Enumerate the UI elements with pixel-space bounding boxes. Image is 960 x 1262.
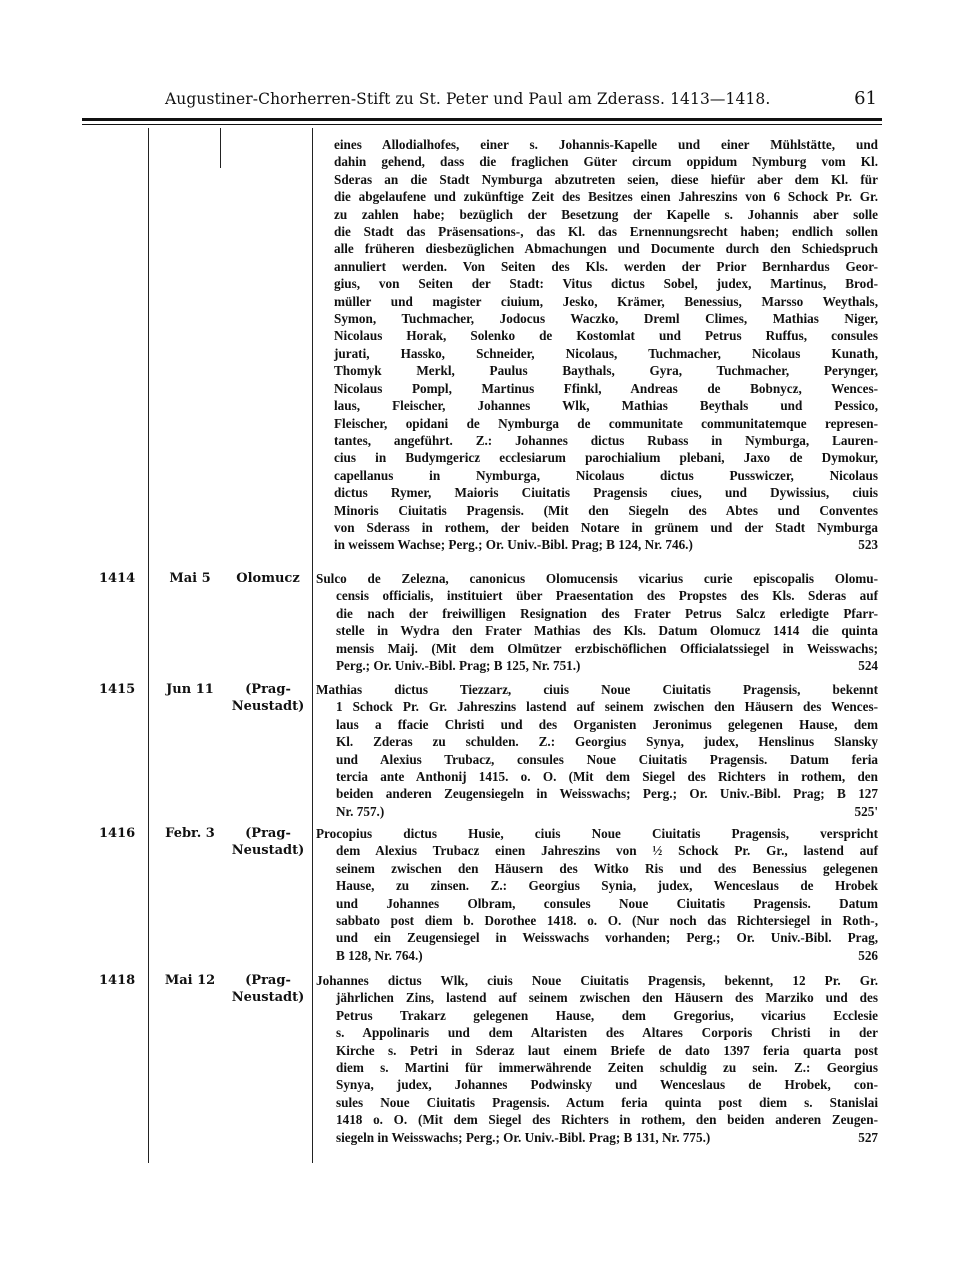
text-line: und Johannes Olbram, consules Noue Ciuitatis Pragensis. Datum: [336, 895, 878, 911]
text-line: s. Appolinaris und dem Altaristen des Altares Corporis Christi in der: [336, 1025, 878, 1041]
text-line: Petrus Trakarz gelegenen Hause, dem Gregorius, vicarius Ecclesie: [336, 1007, 878, 1023]
header-rule-thick: [82, 118, 882, 121]
text-line: Sulco de Zelezna, canonicus Olomucensis vicarius curie episcopalis Olomu-: [316, 571, 878, 586]
column-divider-place: [220, 128, 221, 168]
register-entry: [316, 681, 878, 820]
text-line: 1 Schock Pr. Gr. Jahreszins lastend auf seinem zwischen den Häusern des Wences-: [336, 699, 878, 715]
text-line: [316, 657, 878, 674]
text-line: tantes, angeführt. Z.: Johannes dictus Rubass in Nymburga, Lauren-: [334, 432, 878, 448]
entry-date: Febr. 3: [165, 826, 215, 841]
column-divider-date: [148, 128, 149, 1163]
text-line: zu zahlen habe; bezüglich der Besetzung der Kapelle s. Johannis aber solle: [334, 206, 878, 222]
text-line: die nach der freiwilligen Resignation des Frater Petrus Salcz erledigte Pfarr-: [336, 605, 878, 621]
text-line: und ein Zeugensiegel in Weisswachs vorhanden; Perg.; Or. Univ.-Bibl. Prag,: [336, 930, 878, 946]
text-line-content: Perg.; Or. Univ.-Bibl. Prag; B 125, Nr. 751.): [336, 658, 581, 674]
entry-place: [226, 570, 310, 587]
text-line-content: B 128, Nr. 764.): [336, 947, 423, 963]
text-line: beiden anderen Zeugensiegeln in Weisswachs; Perg.; Or. Univ.-Bibl. Prag; B 127: [336, 786, 878, 802]
page-header: [165, 90, 885, 112]
text-line: die abgelaufene und zukünftige Zeit des Besitzes einen Jahreszins von 6 Schock Pr. Gr.: [334, 189, 878, 205]
text-line: jurati, Hassko, Schneider, Nicolaus, Tuchmacher, Nicolaus Kunath,: [334, 345, 878, 361]
text-line: 1418 o. O. (Mit dem Siegel des Richters in rothem, den beiden anderen Zeugen-: [336, 1112, 878, 1128]
entry-place: [226, 972, 310, 1006]
text-line: censis officialis, instituiert über Praesentation des Propstes des Kls. Sderas auf: [336, 588, 878, 604]
text-line: die Stadt das Präsensations-, das Kl. das Ernennungsrecht haben; endlich sollen: [334, 224, 878, 240]
page-number: 61: [854, 88, 877, 109]
entry-date: Mai 12: [164, 973, 216, 988]
place-line: (Prag-: [245, 682, 291, 697]
entry-number: 524: [858, 658, 878, 674]
text-line-content: siegeln in Weisswachs; Perg.; Or. Univ.-Bibl. Prag; B 131, Nr. 775.): [336, 1129, 711, 1145]
text-line: tercia ante Anthonij 1415. o. O. (Mit dem Siegel des Richters in rothem, den: [336, 769, 878, 785]
entry-year: 1416: [99, 826, 136, 841]
text-line: Nicolaus Pompl, Martinus Ffinkl, Andreas de Bobnycz, Wences-: [334, 380, 878, 396]
entry-place: [226, 825, 310, 859]
text-line: cius in Budymgericz ecclesiarum parochialium plebani, Jaxo de Dymokur,: [334, 450, 878, 466]
text-line: von Sderass in rothem, der beiden Notare in grünem und der Stadt Nymburga: [334, 519, 878, 535]
place-line: (Prag-: [245, 973, 291, 988]
text-line: Synya, judex, Johannes Podwinsky und Wenceslaus de Hrobek, con-: [336, 1077, 878, 1093]
entry-number: 523: [858, 537, 878, 553]
text-line: dahin gehend, dass die fraglichen Güter circum oppidum Nymburg vom Kl.: [334, 154, 878, 170]
text-line: Procopius dictus Husie, ciuis Noue Ciuitatis Pragensis, verspricht: [316, 826, 878, 841]
text-line: Nicolaus Horak, Solenko de Kostomlat und Petrus Ruffus, consules: [334, 328, 878, 344]
place-line: Neustadt): [231, 699, 305, 714]
running-title: Augustiner-Chorherren-Stift zu St. Peter und Paul am Zderass. 1413—1418.: [165, 90, 771, 108]
text-line: mensis Maij. (Mit dem Olmützer erzbischöflichen Officialatssiegel in Weisswachs;: [336, 640, 878, 656]
text-line: eines Allodialhofes, einer s. Johannis-Kapelle und einer Mühlstätte, und: [334, 137, 878, 152]
place-line: (Prag-: [245, 826, 291, 841]
place-line: Olomucz: [236, 571, 300, 586]
entry-number: 526: [858, 947, 878, 963]
entry-date: Mai 5: [169, 571, 211, 586]
entry-date: Jun 11: [166, 682, 214, 697]
entry-year: 1418: [99, 973, 136, 988]
text-line: diem s. Martini für immerwährende Zeiten schuldig zu sein. Z.: Georgius: [336, 1060, 878, 1076]
text-line: [316, 947, 878, 964]
text-line: [316, 1129, 878, 1146]
place-line: Neustadt): [231, 843, 305, 858]
text-line: [334, 536, 878, 553]
text-line: Johannes dictus Wlk, ciuis Noue Ciuitatis Pragensis, bekennt, 12 Pr. Gr.: [316, 973, 878, 988]
column-divider-text: [312, 128, 313, 1163]
text-line: Thomyk Merkl, Paulus Baythals, Gyra, Tuchmacher, Perynger,: [334, 363, 878, 379]
text-line: jährlichen Zins, lastend auf seinem zwischen den Häusern des Marziko und des: [336, 990, 878, 1006]
text-line: [316, 803, 878, 820]
text-line: Sderas an die Stadt Nymburga abzutreten seien, diese hiefür aber dem Kl. für: [334, 171, 878, 187]
text-line: Symon, Tuchmacher, Jodocus Waczko, Dreml Climes, Mathias Niger,: [334, 311, 878, 327]
entry-place: [226, 681, 310, 715]
text-line: Mathias dictus Tiezzarz, ciuis Noue Ciuitatis Pragensis, bekennt: [316, 682, 878, 697]
register-entry: [316, 570, 878, 674]
entry-number: 527: [858, 1129, 878, 1145]
text-line: müller und magister ciuium, Jesko, Krämer, Benessius, Marsso Weythals,: [334, 293, 878, 309]
continuation-entry: [334, 136, 878, 554]
text-line: seinem zwischen den Häusern des Witko Ris und des Benessius gelegenen: [336, 860, 878, 876]
text-line: stelle in Wydra den Frater Mathias des Kls. Datum Olomucz 1414 die quinta: [336, 623, 878, 639]
text-line: Kirche s. Petri in Sderaz laut einem Briefe de dato 1397 feria quarta post: [336, 1042, 878, 1058]
text-line: dem Alexius Trubacz einen Jahreszins von ½ Schock Pr. Gr., lastend auf: [336, 843, 878, 859]
text-line-content: Nr. 757.): [336, 803, 385, 819]
text-line: sules Noue Ciuitatis Pragensis. Actum feria quinta post diem s. Stanislai: [336, 1094, 878, 1110]
text-line-content: in weissem Wachse; Perg.; Or. Univ.-Bibl. Prag; B 124, Nr. 746.): [334, 537, 693, 553]
entry-number: 525': [854, 803, 878, 819]
header-rule-thin: [82, 124, 882, 125]
text-line: und Alexius Trubacz, consules Noue Ciuitatis Pragensis. Datum feria: [336, 751, 878, 767]
text-line: gius, von Seiten der Stadt: Vitus dictus Sobel, judex, Martinus, Brod-: [334, 276, 878, 292]
text-line: capellanus in Nymburga, Nicolaus dictus Pusswiczer, Nicolaus: [334, 467, 878, 483]
place-line: Neustadt): [231, 990, 305, 1005]
text-line: Hause, zu zinsen. Z.: Georgius Synia, judex, Wenceslaus de Hrobek: [336, 878, 878, 894]
register-entry: [316, 825, 878, 964]
entry-year: 1415: [99, 682, 136, 697]
text-line: dictus Rymer, Maioris Ciuitatis Pragensis ciues, und Dywissius, ciuis: [334, 485, 878, 501]
text-line: Fleischer, opidani de Nymburga de communitate communitatemque represen-: [334, 415, 878, 431]
text-line: alle früheren diesbezüglichen Abmachungen und Documente durch den Schiedspruch: [334, 241, 878, 257]
text-line: Kl. Zderas zu schulden. Z.: Georgius Synya, judex, Henslinus Slansky: [336, 734, 878, 750]
text-line: laus a ffacie Christi und des Organisten Jeronimus gelegenen Hause, dem: [336, 716, 878, 732]
text-line: annuliert werden. Von Seiten des Kls. werden der Prior Bernhardus Geor-: [334, 258, 878, 274]
text-line: sabbato post diem b. Dorothee 1418. o. O. (Nur noch das Richtersiegel in Roth-,: [336, 913, 878, 929]
text-line: laus, Fleischer, Johannes Wlk, Mathias Beythals und Pessico,: [334, 398, 878, 414]
entry-year: 1414: [99, 571, 136, 586]
register-entry: [316, 972, 878, 1146]
text-line: Minoris Ciuitatis Pragensis. (Mit den Siegeln des Abtes und Conventes: [334, 502, 878, 518]
